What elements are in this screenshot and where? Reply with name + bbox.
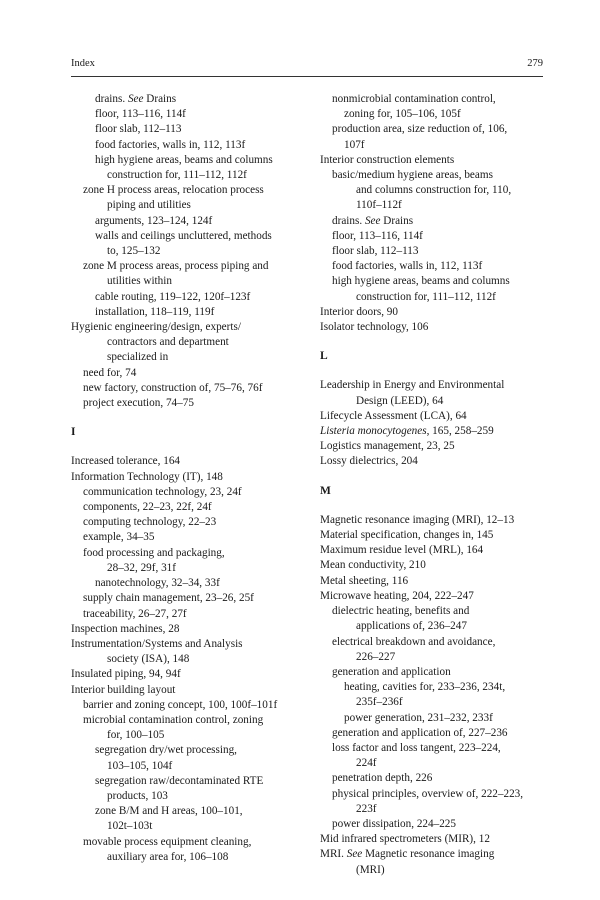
index-entry: Isolator technology, 106 [320, 321, 429, 334]
index-entry: food factories, walls in, 112, 113f [95, 138, 246, 151]
index-entry: Microwave heating, 204, 222–247 [320, 589, 474, 602]
index-entry: zone H process areas, relocation process [83, 184, 264, 197]
index-entry: Inspection machines, 28 [71, 622, 180, 635]
index-entry: food processing and packaging, [83, 546, 225, 559]
index-entry: project execution, 74–75 [83, 397, 194, 410]
index-entry: MRI. See Magnetic resonance imaging [320, 848, 495, 861]
index-entry: 223f [356, 802, 377, 815]
index-entry: installation, 118–119, 119f [95, 305, 215, 318]
index-entry: power generation, 231–232, 233f [344, 711, 493, 724]
index-entry: Material specification, changes in, 145 [320, 529, 494, 542]
index-entry: auxiliary area for, 106–108 [107, 850, 229, 863]
index-entry: high hygiene areas, beams and columns [95, 153, 273, 166]
section-spacer [320, 470, 552, 484]
index-section-letter: M [320, 484, 331, 497]
index-entry: dielectric heating, benefits and [332, 605, 470, 618]
index-entry: components, 22–23, 22f, 24f [83, 501, 212, 514]
index-entry: Lifecycle Assessment (LCA), 64 [320, 409, 467, 422]
index-entry: barrier and zoning concept, 100, 100f–101f [83, 698, 278, 711]
index-entry: Interior construction elements [320, 153, 455, 166]
index-entry: to, 125–132 [107, 245, 161, 258]
index-entry: Mid infrared spectrometers (MIR), 12 [320, 833, 490, 846]
index-entry: floor, 113–116, 114f [332, 229, 423, 242]
index-entry: Instrumentation/Systems and Analysis [71, 637, 243, 650]
index-entry: high hygiene areas, beams and columns [332, 275, 510, 288]
index-entry: Information Technology (IT), 148 [71, 470, 223, 483]
index-entry: nanotechnology, 32–34, 33f [95, 577, 220, 590]
index-entry: 103–105, 104f [107, 759, 173, 772]
index-entry: need for, 74 [83, 366, 137, 379]
index-entry: generation and application [332, 665, 451, 678]
header-section-title: Index [71, 58, 95, 69]
index-entry: walls and ceilings uncluttered, methods [95, 229, 272, 242]
section-spacer [71, 440, 303, 454]
page-number: 279 [527, 58, 543, 69]
index-entry: penetration depth, 226 [332, 772, 433, 785]
index-entry: utilities within [107, 275, 172, 288]
index-entry: Design (LEED), 64 [356, 394, 444, 407]
index-entry: Insulated piping, 94, 94f [71, 668, 181, 681]
index-entry: traceability, 26–27, 27f [83, 607, 187, 620]
index-entry: example, 34–35 [83, 531, 155, 544]
index-entry: physical principles, overview of, 222–223, [332, 787, 524, 800]
index-entry: computing technology, 22–23 [83, 516, 217, 529]
index-entry: 28–32, 29f, 31f [107, 561, 176, 574]
index-entry: arguments, 123–124, 124f [95, 214, 213, 227]
index-entry: floor slab, 112–113 [332, 245, 419, 258]
index-entry: new factory, construction of, 75–76, 76f [83, 381, 263, 394]
index-entry: Increased tolerance, 164 [71, 455, 181, 468]
index-entry: food factories, walls in, 112, 113f [332, 260, 483, 273]
index-section-letter: L [320, 350, 328, 363]
index-entry: Interior doors, 90 [320, 305, 398, 318]
index-entry: 110f–112f [356, 199, 402, 212]
section-spacer [71, 411, 303, 425]
index-entry: basic/medium hygiene areas, beams [332, 169, 493, 182]
index-entry: zone B/M and H areas, 100–101, [95, 805, 243, 818]
index-entry: cable routing, 119–122, 120f–123f [95, 290, 251, 303]
index-entry: electrical breakdown and avoidance, [332, 635, 496, 648]
index-entry: Hygienic engineering/design, experts/ [71, 321, 241, 334]
index-entry: Leadership in Energy and Environmental [320, 379, 505, 392]
index-entry: 226–227 [356, 650, 396, 663]
index-entry: communication technology, 23, 24f [83, 485, 242, 498]
index-entry: Logistics management, 23, 25 [320, 440, 455, 453]
index-column-right [320, 92, 552, 878]
index-entry: and columns construction for, 110, [356, 184, 512, 197]
index-entry: floor slab, 112–113 [95, 123, 182, 136]
index-entry: drains. See Drains [95, 93, 177, 105]
section-spacer [320, 364, 552, 378]
index-entry: nonmicrobial contamination control, [332, 93, 496, 105]
index-entry: applications of, 236–247 [356, 620, 467, 633]
section-spacer [320, 499, 552, 513]
index-entry: 224f [356, 757, 377, 770]
index-entry: production area, size reduction of, 106, [332, 123, 508, 136]
index-entry: Maximum residue level (MRL), 164 [320, 544, 484, 557]
index-entry: construction for, 111–112, 112f [107, 169, 247, 182]
index-entry: zone M process areas, process piping and [83, 260, 269, 273]
index-entry: supply chain management, 23–26, 25f [83, 592, 254, 605]
index-entry: products, 103 [107, 789, 168, 802]
index-entry: Listeria monocytogenes, 165, 258–259 [320, 425, 494, 438]
header-rule [71, 76, 543, 77]
index-entry: power dissipation, 224–225 [332, 817, 456, 830]
running-header [71, 58, 543, 74]
index-entry: zoning for, 105–106, 105f [344, 108, 461, 121]
index-entry: construction for, 111–112, 112f [356, 290, 496, 303]
index-entry: heating, cavities for, 233–236, 234t, [344, 681, 506, 694]
section-spacer [320, 335, 552, 349]
index-entry: Interior building layout [71, 683, 176, 696]
index-entry: society (ISA), 148 [107, 653, 190, 666]
index-entry: drains. See Drains [332, 214, 414, 227]
index-entry: piping and utilities [107, 199, 191, 212]
index-entry: (MRI) [356, 863, 385, 876]
index-entry: Mean conductivity, 210 [320, 559, 426, 572]
index-entry: specialized in [107, 351, 169, 364]
index-entry: Lossy dielectrics, 204 [320, 455, 418, 468]
index-entry: for, 100–105 [107, 729, 165, 742]
index-section-letter: I [71, 426, 76, 439]
index-entry: generation and application of, 227–236 [332, 726, 508, 739]
index-entry: contractors and department [107, 336, 229, 349]
index-entry: loss factor and loss tangent, 223–224, [332, 741, 501, 754]
index-entry: 235f–236f [356, 696, 403, 709]
index-entry: microbial contamination control, zoning [83, 713, 264, 726]
index-entry: floor, 113–116, 114f [95, 108, 186, 121]
index-entry: segregation raw/decontaminated RTE [95, 774, 264, 787]
index-entry: 107f [344, 138, 365, 151]
index-entry: Magnetic resonance imaging (MRI), 12–13 [320, 513, 515, 526]
index-column-left [71, 92, 303, 865]
index-entry: Metal sheeting, 116 [320, 574, 409, 587]
index-entry: segregation dry/wet processing, [95, 744, 237, 757]
index-entry: 102t–103t [107, 820, 153, 833]
index-entry: movable process equipment cleaning, [83, 835, 252, 848]
